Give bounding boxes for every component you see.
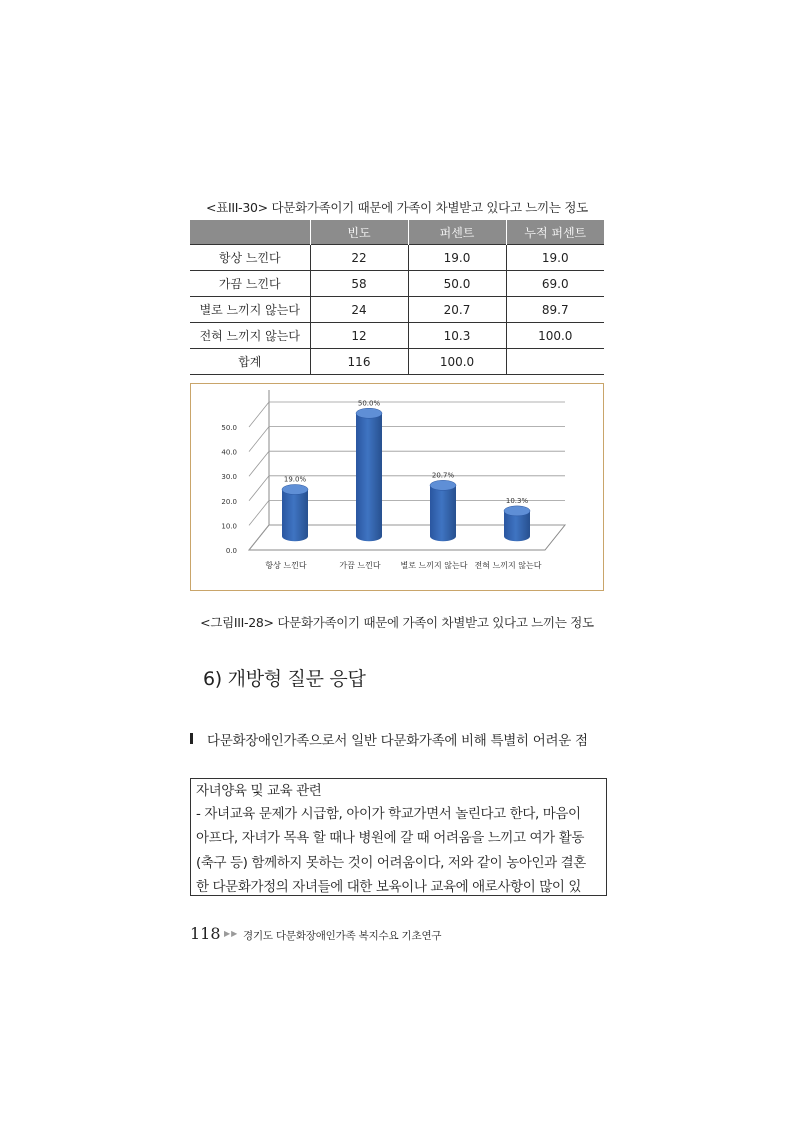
- bar: [282, 490, 308, 542]
- table-row: [190, 323, 604, 349]
- table-row-total: [190, 349, 604, 375]
- table-cell: 10.3: [408, 323, 506, 349]
- table-row: [190, 271, 604, 297]
- x-category-label: 가끔 느낀다: [339, 561, 381, 570]
- table-row: [190, 245, 604, 271]
- table-header-cell: 누적 퍼센트: [506, 220, 604, 245]
- y-tick-label: 10.0: [221, 522, 237, 531]
- table-cell: 19.0: [408, 245, 506, 271]
- x-category-label: 전혀 느끼지 않는다: [474, 561, 542, 570]
- row-label: 항상 느낀다: [190, 245, 310, 271]
- bar-chart-frame: [190, 383, 604, 591]
- x-category-label: 별로 느끼지 않는다: [400, 561, 468, 570]
- bar: [356, 413, 382, 541]
- table-cell: 100.0: [408, 349, 506, 375]
- section-heading: 6) 개방형 질문 응답: [203, 668, 366, 690]
- table-cell: 116: [310, 349, 408, 375]
- row-label: 전혀 느끼지 않는다: [190, 323, 310, 349]
- row-label: 별로 느끼지 않는다: [190, 297, 310, 323]
- table-header-cell: 퍼센트: [408, 220, 506, 245]
- figure-caption: <그림III-28> 다문화가족이기 때문에 가족이 차별받고 있다고 느끼는 정도: [200, 615, 594, 630]
- page-number: 118: [190, 924, 221, 943]
- response-line: 자녀양육 및 교육 관련: [196, 783, 322, 799]
- response-line: 아프다, 자녀가 목욕 할 때나 병원에 갈 때 어려움을 느끼고 여가 활동: [196, 830, 585, 846]
- bar-chart: [191, 384, 603, 590]
- footer-arrow-icon: ▶▶: [224, 929, 239, 938]
- table-cell: 89.7: [506, 297, 604, 323]
- y-tick-label: 30.0: [221, 473, 237, 482]
- response-line: (축구 등) 함께하지 못하는 것이 어려움이다, 저와 같이 농아인과 결혼: [196, 855, 586, 871]
- table-cell: [506, 349, 604, 375]
- data-label: 50.0%: [357, 399, 381, 408]
- gridline-side: [249, 402, 269, 427]
- bar-top: [430, 480, 456, 490]
- gridline-side: [249, 451, 269, 476]
- y-tick-label: 0.0: [225, 547, 237, 555]
- row-label: 합계: [190, 349, 310, 375]
- y-tick-label: 50.0: [221, 424, 237, 432]
- bar-top: [356, 408, 382, 418]
- table-header-cell: [190, 220, 310, 245]
- table-cell: 50.0: [408, 271, 506, 297]
- gridline-side: [249, 525, 269, 550]
- bullet-marker: [190, 733, 193, 744]
- data-label: 10.3%: [505, 496, 529, 505]
- y-tick-label: 20.0: [221, 497, 237, 506]
- table-cell: 100.0: [506, 323, 604, 349]
- row-label: 가끔 느낀다: [190, 271, 310, 297]
- response-line: 한 다문화가정의 자녀들에 대한 보육이나 교육에 애로사항이 많이 있: [196, 879, 582, 895]
- table-cell: 58: [310, 271, 408, 297]
- gridline-side: [249, 427, 269, 452]
- y-tick-label: 40.0: [221, 448, 237, 457]
- table-cell: 19.0: [506, 245, 604, 271]
- gridline-side: [249, 476, 269, 501]
- data-label: 19.0%: [283, 475, 307, 484]
- bullet-text: 다문화장애인가족으로서 일반 다문화가족에 비해 특별히 어려운 점: [207, 733, 588, 749]
- x-category-label: 항상 느낀다: [265, 561, 307, 570]
- table-cell: 22: [310, 245, 408, 271]
- table-caption: <표III-30> 다문화가족이기 때문에 가족이 차별받고 있다고 느끼는 정도: [206, 200, 588, 215]
- table-header-cell: 빈도: [310, 220, 408, 245]
- table-header-row: [190, 220, 604, 245]
- frequency-table: [190, 220, 604, 375]
- bar-top: [282, 485, 308, 495]
- data-label: 20.7%: [431, 471, 455, 480]
- response-line: - 자녀교육 문제가 시급함, 아이가 학교가면서 놀린다고 한다, 마음이: [196, 806, 581, 822]
- table-row: [190, 297, 604, 323]
- table-cell: 24: [310, 297, 408, 323]
- running-footer-title: 경기도 다문화장애인가족 복지수요 기초연구: [243, 930, 442, 942]
- bar-top: [504, 506, 530, 516]
- gridline-side: [249, 500, 269, 525]
- table-cell: 20.7: [408, 297, 506, 323]
- table-cell: 69.0: [506, 271, 604, 297]
- bar: [430, 485, 456, 541]
- table-cell: 12: [310, 323, 408, 349]
